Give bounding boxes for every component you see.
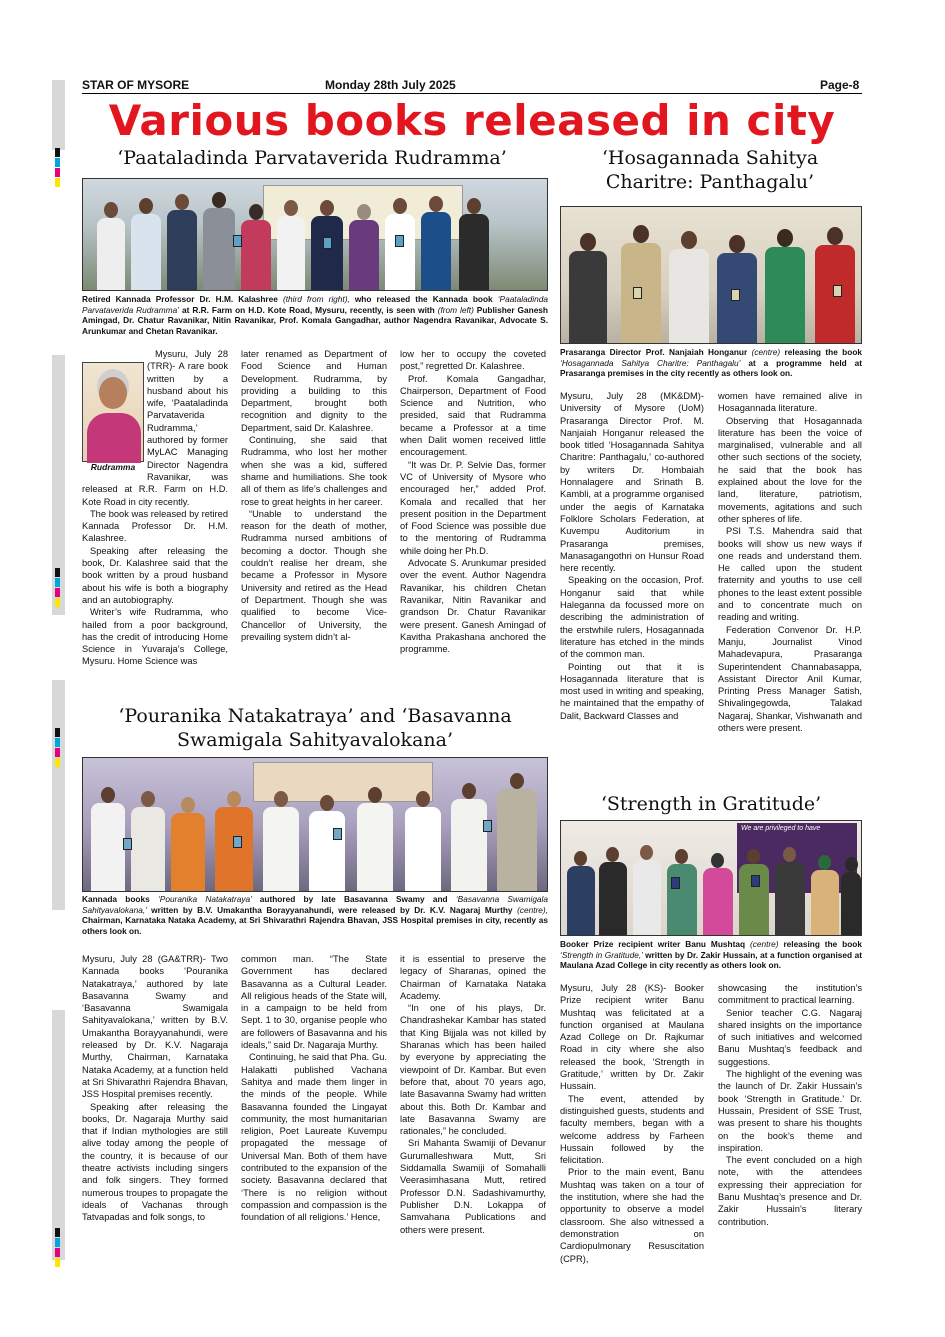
book: [233, 235, 242, 247]
story1-col3: low her to occupy the coveted post,” regretted Dr. Kalashree. Prof. Komala Gangadhar, Chairperson, Department of Food Science and Nutrition, who presided, said that Rudramma became a Professor at a time when Dalit women received little encouragement. “It was Dr. P. Selvie Das, former VC of University of Mysore who encouraged her,” added Prof. Komala and recalled that her present position in the Department of Food Science was possible due to the mentoring of Rudramma while doing her Ph.D. Advocate S. Arunkumar presided over the event. Author Nagendra Ravanikar, his children Chetan Ravanikar, Nitin Ravanikar and grandson Dr. Chatur Ravanikar were present. Ganesh Amingad of Kavitha Prakashana anchored the programme.: [400, 349, 546, 655]
person: [241, 204, 271, 290]
story3-col1: Mysuru, July 28 (GA&TRR)- Two Kannada books ‘Pouranika Natakatraya,’ authored by late Basavanna Swamy and ‘Basavanna Swamigala Sahityavalokana,’ written by B.V. Umakantha Borayyanahundi, were released by Dr. K.V. Nagaraja Murthy, Chairman, Karnataka Nataka Academy, at a function held at Sri Shivarathri Rajendra Bhavan, JSS Hospital premises recently. Speaking after releasing the books, Dr. Nagaraja Murthy said that if Indian mythologies are still alive today among the people of the country, it is because of our theatre activists including singers and folk singers. They formed numerous troupes to propagate the ideals of Vachanas through Tatvapadas and folk songs, to: [82, 954, 228, 1223]
person: [131, 791, 165, 891]
person: [451, 783, 487, 891]
person: [633, 845, 661, 935]
book: [731, 289, 740, 301]
person: [357, 787, 393, 891]
person: [765, 229, 805, 343]
book: [395, 235, 404, 247]
margin-bar: [52, 80, 65, 150]
person: [841, 857, 861, 935]
person: [203, 192, 235, 290]
paper-name: STAR OF MYSORE: [82, 78, 190, 92]
person: [569, 233, 607, 343]
story1-col2: later renamed as Department of Food Science and Human Development. Rudramma, by providing a building to this Department, brought both recognition and dignity to the Department, said Dr. Kalashree. Continuing, she said that Rudramma, who lost her mother when she was a kid, suffered shame and humiliations. She took all of them as life’s challenges and rose to great heights in her career. “Unable to understand the reason for the death of mother, Rudramma nursed ambitions of becoming a doctor. Though she couldn’t realise her dream, she became a Professor in Mysore University and retired as the Head of Department. Though she was qualified to become Vice-Chancellor of University, the prevailing system didn’t al-: [241, 349, 387, 642]
person: [263, 791, 299, 891]
story3-col2: common man. “The State Government has declared Basavanna as a Cultural Leader. All religious heads of the State will, in a campaign to be held from Sept. 1 to 30, organise people who are followers of Basavanna and his ideals,” said Dr. Nagaraja Murthy. Continuing, he said that Pha. Gu. Halakatti published Vachana Sahitya and made them linger in the minds of the people. While Basavanna founded the Lingayat community, the most humanitarian religion, Poet Laureate Kuvempu propagated the message of Universal Man. Both of them have contributed to the expansion of the society. Basavanna declared that ‘There is no religion without compassion and compassion is the foundation of all religions.’ Hence,: [241, 954, 387, 1223]
story1-photo: [82, 178, 548, 291]
story4-caption: Booker Prize recipient writer Banu Mushtaq (centre) releasing the book ‘Strength in Gratitude,’ written by Dr. Zakir Hussain, at a function organised at Maulana Azad College in city recently as others look on.: [560, 939, 862, 971]
person: [567, 851, 595, 935]
person: [421, 196, 451, 290]
book: [483, 820, 492, 832]
book: [233, 836, 242, 848]
person: [497, 773, 537, 891]
person: [667, 849, 697, 935]
book: [833, 285, 842, 297]
person: [459, 198, 489, 290]
person: [621, 225, 661, 343]
story2-caption: Prasaranga Director Prof. Nanjaiah Honganur (centre) releasing the book ‘Hosagannada Sahitya Charitre: Panthagalu’ at a programme held at Prasaranga premises in the city recently as others look on.: [560, 347, 863, 379]
book: [751, 875, 760, 887]
story3-photo: [82, 757, 548, 892]
banner: We are privileged to have: [737, 823, 857, 893]
person: [775, 847, 805, 935]
book: [323, 237, 332, 249]
person: [739, 849, 769, 935]
issue-date: Monday 28th July 2025: [325, 78, 456, 92]
book: [633, 287, 642, 299]
page-headline: Various books released in city: [108, 96, 836, 145]
story4-col2: showcasing the institution’s commitment to practical learning. Senior teacher C.G. Nagaraj shared insights on the importance of such initiatives and welcomed Banu Mushtaq’s feedback and suggestions. The highlight of the evening was the launch of Dr. Zakir Hussain’s book ‘Strength in Gratitude.’ Dr. Hussain, President of SSE Trust, was present to share his thoughts on the book’s theme and inspiration. The event concluded on a high note, with the attendees expressing their appreciation for Banu Mushtaq’s presence and Dr. Zakir Hussain’s literary contribution.: [718, 983, 862, 1227]
story1-col1: Mysuru, July 28 (TRR)- A rare book written by a husband about his wife, ‘Paataladinda Parvataverida Rudramma,’ authored by former MyLAC Managing Director Nagendra Ravanikar, was released at R.R. Farm on H.D. Kote Road in city recently. The book was released by retired Kannada Professor Dr. H.M. Kalashree. Speaking after releasing the book, Dr. Kalashree said that the book written by a proud husband about his wife is both a biography and an autobiography. Writer’s wife Rudramma, who hailed from a poor background, has the credit of introducing Home Science in Yuvaraja’s College, Mysuru. Home Science was: [82, 349, 228, 667]
story1-title: ‘Paataladinda Parvataverida Rudramma’: [117, 147, 507, 169]
person: [277, 200, 305, 290]
page-number: Page-8: [820, 78, 860, 92]
story2-col1: Mysuru, July 28 (MK&DM)- University of Mysore (UoM) Prasaranga Director Prof. M. Nanjaiah Honganur released the book titled ‘Hosagannada Sahitya Charitre: Panthagalu,’ co-authored by writers Dr. Hombaiah Honnalagere and Srinath B. Kambli, at a programme organised under the aegis of Karnataka Folklore Scholars Federation, at Kuvempu Auditorium in Prasaranga premises, Manasagangothri on Hunsur Road here recently. Speaking on the occasion, Prof. Honganur said that while Haleganna da focussed more on describing the administration of the erstwhile rulers, Hosagannada literature has etched in the minds of the common man. Pointing out that it is Hosagannada literature that is most used in writing and speaking, he maintained that the empathy of Dalit, Backward Classes and: [560, 391, 704, 721]
person: [309, 795, 345, 891]
story2-title: ‘Hosagannada Sahitya Charitre: Panthagalu’: [601, 147, 819, 193]
person: [91, 787, 125, 891]
story4-photo: [560, 820, 862, 936]
margin-bar: [52, 1010, 65, 1260]
person: [599, 847, 627, 935]
person: [171, 797, 205, 891]
book: [123, 838, 132, 850]
story4-col1: Mysuru, July 28 (KS)- Booker Prize recipient writer Banu Mushtaq was felicitated at a function organised at Maulana Azad College on Dr. Rajkumar Road in city where she also released the book, ‘Strength in Gratitude,’ written by Dr. Zakir Hussain. The event, attended by distinguished guests, students and faculty members, began with a welcome address by Farheen Hussain followed by the felicitation. Prior to the main event, Banu Mushtaq was taken on a tour of the institution, where she had the opportunity to observe a model classroom. She also witnessed a demonstration on Cardiopulmonary Resuscitation (CPR),: [560, 983, 704, 1264]
story3-title: ‘Pouranika Natakatraya’ and ‘Basavanna Swamigala Sahityavalokana’: [118, 705, 512, 751]
person: [97, 202, 125, 290]
person: [811, 855, 839, 935]
book: [333, 828, 342, 840]
person: [405, 791, 441, 891]
header-rule: [82, 93, 862, 94]
story1-caption: Retired Kannada Professor Dr. H.M. Kalashree (third from right), who released the Kannada book ‘Paataladinda Parvataverida Rudramma’ at R.R. Farm on H.D. Kote Road, Mysuru, recently, is seen with (from left) Publisher Ganesh Amingad, Dr. Chatur Ravanikar, Nitin Ravanikar, Prof. Komala Gangadhar, author Nagendra Ravanikar, Advocate S. Arunkumar and Chetan Ravanikar.: [82, 294, 548, 336]
person: [349, 204, 379, 290]
person: [131, 198, 161, 290]
story3-col3: it is essential to preserve the legacy of Sharanas, opined the Chairman of Karnataka Nataka Academy. “In one of his plays, Dr. Chandrashekar Kambar has stated that King Bijjala was not killed by Sharanas which has been hailed by everyone by appreciating the viewpoint of Dr. Kambar. But even before that, about 70 years ago, late Basavanna Swamy had written about this. Both Dr. Kambar and late Basavanna Swamy are rationales,” he concluded. Sri Mahanta Swamiji of Devanur Gurumalleshwara Mutt, Sri Siddamalla Swamiji of Somahalli Veerasimhasana Mutt, retired Professor D.N. Sadashivamurthy, Publisher D.N. Lokappa of Samvahana Publications and others were present.: [400, 954, 546, 1235]
portrait-label: Rudramma: [90, 462, 136, 472]
story2-photo: [560, 206, 862, 344]
person: [167, 194, 197, 290]
story2-col2: women have remained alive in Hosagannada literature. Observing that Hosagannada literature has been the voice of marginalised, vulnerable and all other such sections of the society, he said that the book has explained about the love for the land, literature, patriotism, movements, agitations and such other spheres of life. PSI T.S. Mahendra said that books will show us new ways if one reads and understand them. He called upon the student fraternity and youths to use cell phones to the least extent possible and to concentrate much on reading and writing. Federation Convenor Dr. H.P. Manju, Journalist Vinod Mahadevapura, Prasaranga Superintendent Channabasappa, Assistant Director Anil Kumar, Printing Press Manager Satish, Shivalingegowda, Talakad Nagaraj, Shankar, Vishwanath and others were present.: [718, 391, 862, 734]
person: [669, 231, 709, 343]
person: [703, 853, 733, 935]
story3-caption: Kannada books ‘Pouranika Natakatraya’ authored by late Basavanna Swamy and ‘Basavanna Swamigala Sahityavalokana,’ written by B.V. Umakantha Borayyanahundi, were released by Dr. K.V. Nagaraj Murthy (centre), Chairman, Karnataka Nataka Academy, at Sri Shivarathri Rajendra Bhavan, JSS Hospital premises in city, recently as others look on.: [82, 894, 549, 936]
margin-bar: [52, 680, 65, 910]
story4-title: ‘Strength in Gratitude’: [600, 793, 822, 815]
book: [671, 877, 680, 889]
